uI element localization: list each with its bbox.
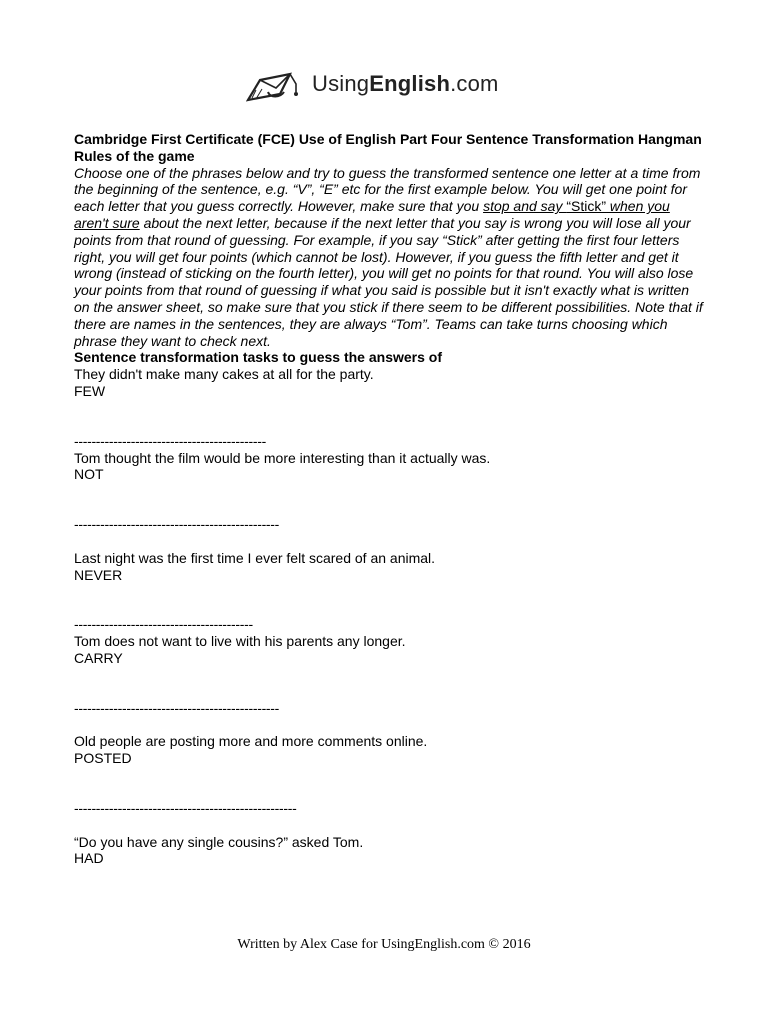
task-sentence: Tom does not want to live with his parents any longer. bbox=[74, 633, 406, 650]
rules-heading: Rules of the game bbox=[74, 147, 195, 164]
task-sentence: Last night was the first time I ever felt scared of an animal. bbox=[74, 549, 436, 566]
answer-line: ----------------------------------------- bbox=[74, 616, 253, 633]
footer-credit: Written by Alex Case for UsingEnglish.com © 2016 bbox=[237, 937, 531, 952]
task-keyword: CARRY bbox=[74, 649, 123, 666]
task-keyword: FEW bbox=[74, 382, 106, 399]
task-sentence: Tom thought the film would be more interesting than it actually was. bbox=[74, 449, 491, 466]
task-keyword: HAD bbox=[74, 850, 104, 867]
task-sentence: “Do you have any single cousins?” asked Tom. bbox=[74, 833, 364, 850]
task-item bbox=[74, 550, 704, 633]
answer-line: ----------------------------------------------- bbox=[74, 516, 280, 533]
rules-text: Choose one of the phrases below and try to guess the transformed sentence one letter at a time from the beginning of the sentence, e.g. “V”, “E” etc for the first example below. You will get one point for each letter that you guess correctly. However, make sure that you stop and say “Stick” when you aren't sure about the next letter, because if the next letter that you say is wrong you will lose all your points from that round of guessing. For example, if you say “Stick” after getting the first four letters right, you will get four points (which cannot be lost). However, if you guess the fifth letter and get it wrong (instead of sticking on the fourth letter), you will get no points for that round. You will also lose your points from that round of guessing if what you said is possible but it isn't exactly what is written on the answer sheet, so make sure that you stick if there seem to be different possibilities. Note that if there are names in the sentences, they are always “Tom”. Teams can take turns choosing which phrase they want to check next. bbox=[74, 164, 703, 349]
task-sentence: They didn't make many cakes at all for the party. bbox=[74, 366, 374, 383]
answer-line: --------------------------------------------------- bbox=[74, 799, 297, 816]
task-keyword: POSTED bbox=[74, 750, 132, 767]
task-sentence: Old people are posting more and more comments online. bbox=[74, 733, 428, 750]
logo-wordmark: UsingEnglish.com bbox=[312, 71, 499, 96]
tasks-heading: Sentence transformation tasks to guess the answers of bbox=[74, 349, 442, 366]
answer-line: -------------------------------------------- bbox=[74, 432, 266, 449]
task-item bbox=[74, 450, 704, 550]
site-logo bbox=[246, 68, 536, 108]
task-keyword: NEVER bbox=[74, 566, 123, 583]
document-title: Cambridge First Certificate (FCE) Use of English Part Four Sentence Transformation Hangman bbox=[74, 131, 702, 147]
task-item bbox=[74, 633, 704, 733]
rules-underlined-phrase: stop and say “Stick” when you aren't sure bbox=[74, 198, 670, 231]
task-item bbox=[74, 834, 704, 868]
task-item bbox=[74, 366, 704, 449]
task-keyword: NOT bbox=[74, 466, 104, 483]
graduation-cap-icon bbox=[246, 70, 308, 102]
task-item bbox=[74, 733, 704, 833]
document-body bbox=[74, 131, 704, 867]
answer-line: ----------------------------------------------- bbox=[74, 699, 280, 716]
